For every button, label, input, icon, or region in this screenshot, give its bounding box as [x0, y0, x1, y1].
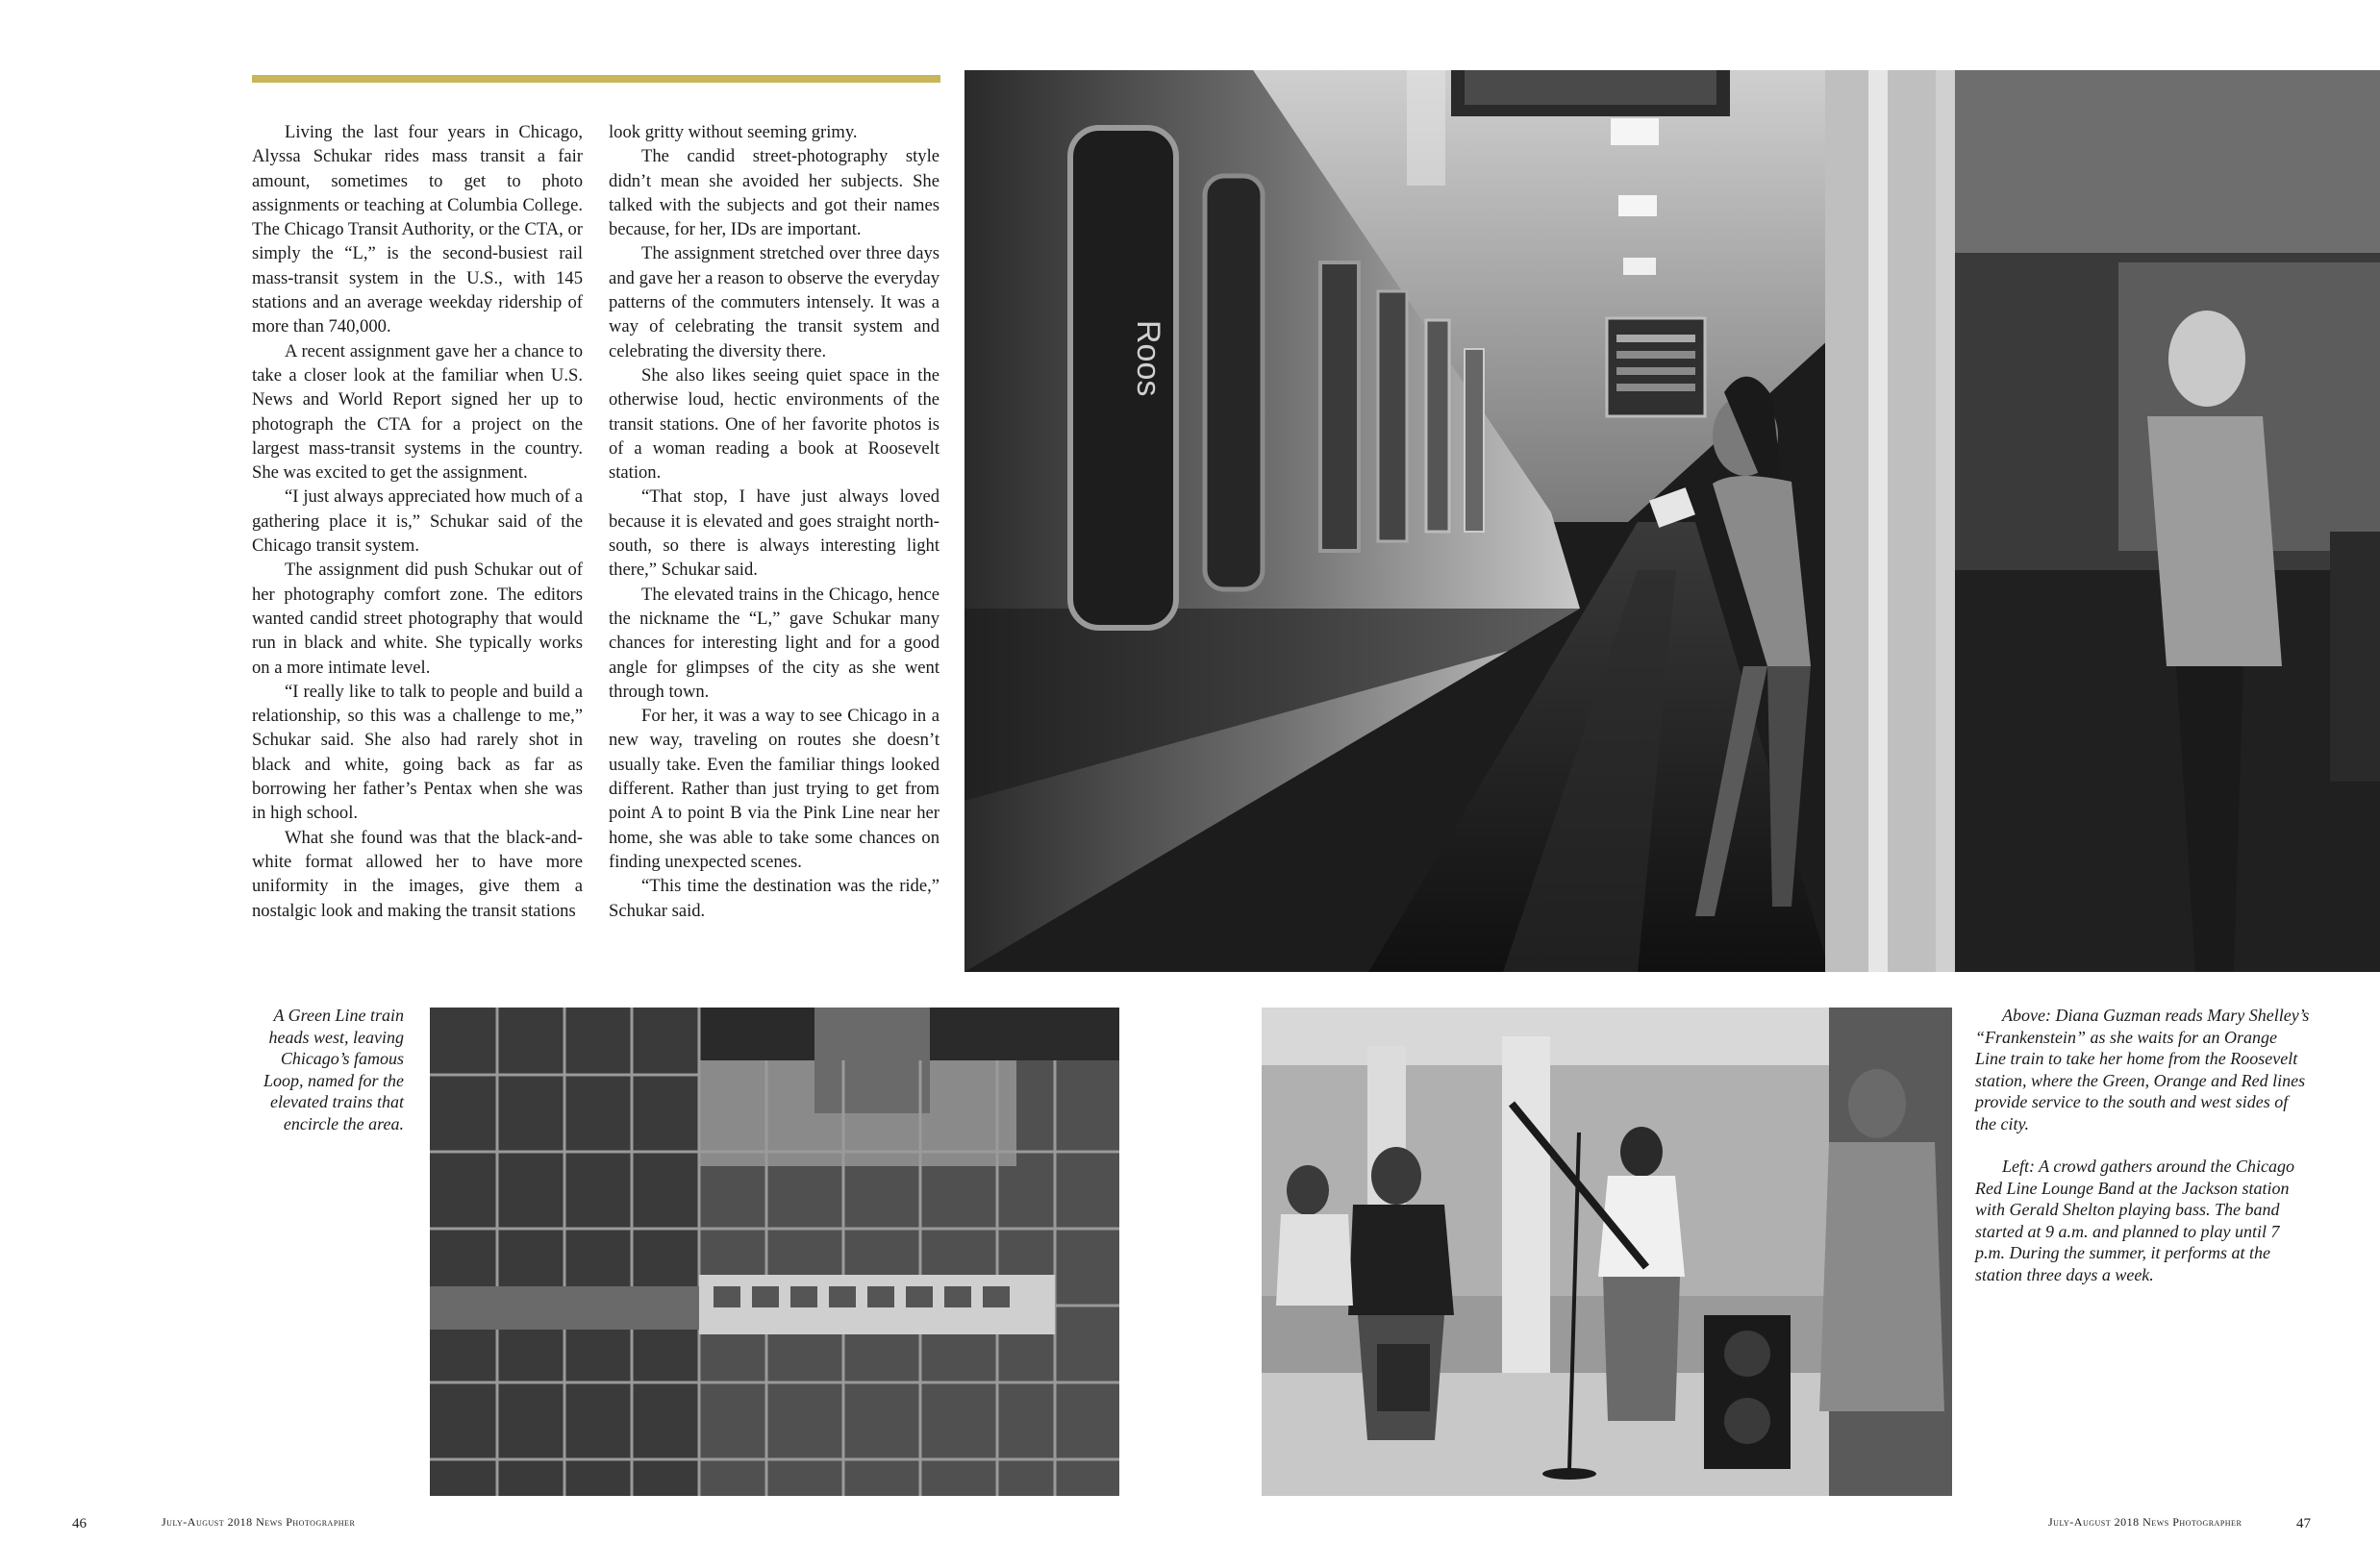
paragraph: The elevated trains in the Chicago, hence the nickname the “L,” gave Schukar many chances for interesting light and for a good angle for glimpses of the city as she went through town. — [609, 584, 939, 702]
red-line-band-photo — [1262, 1008, 1952, 1496]
paragraph: The candid street-photography style didn’t mean she avoided her subjects. She talked with the subjects and got their names because, for her, IDs are important. — [609, 146, 939, 240]
paragraph: Living the last four years in Chicago, Alyssa Schukar rides mass transit a fair amount, sometimes to get to photo assignments or teaching at Columbia College. The Chicago Transit Authority, or the CTA, or simply the “L,” is the second-busiest rail mass-transit system in the U.S., with 145 stations and an average weekday ridership of more than 740,000. — [252, 122, 583, 337]
paragraph-continued: look gritty without seeming grimy. — [609, 122, 858, 142]
loop-photo-caption: A Green Line train heads west, leaving Chicago’s famous Loop, named for the elevated trains that encircle the area. — [263, 1006, 404, 1133]
running-footer-left: July-August 2018 News Photographer — [162, 1515, 356, 1529]
running-footer-right: July-August 2018 News Photographer — [2048, 1515, 2242, 1529]
band-photo-illustration — [1262, 1008, 1952, 1496]
article-column-1 — [252, 120, 583, 923]
paragraph: For her, it was a way to see Chicago in a new way, traveling on routes she doesn’t usually take. Even the familiar things looked different. Rather than just trying to get from point A to point B via the Pink Line near her home, she was able to take some chances on finding unexpected scenes. — [609, 706, 939, 872]
loop-green-line-photo — [430, 1008, 1119, 1496]
paragraph: “I really like to talk to people and build a relationship, so this was a challenge to me,” Schukar said. She also had rarely shot in black and white, going back as far as borrowing her father’s Pentax when she was in high school. — [252, 681, 583, 824]
platform-photo-illustration — [965, 70, 2380, 972]
paragraph: “This time the destination was the ride,” Schukar said. — [609, 876, 939, 921]
page-number-left: 46 — [72, 1516, 87, 1531]
paragraph: “That stop, I have just always loved because it is elevated and goes straight north-south, so there is always interesting light there,” Schukar said. — [609, 486, 939, 581]
accent-rule — [252, 75, 940, 83]
paragraph: A recent assignment gave her a chance to take a closer look at the familiar when U.S. News and World Report signed her up to photograph the CTA for a project on the largest mass-transit systems in the country. She was excited to get the assignment. — [252, 340, 583, 484]
page-number-right: 47 — [2296, 1516, 2311, 1531]
caption-left: Left: A crowd gathers around the Chicago Red Line Lounge Band at the Jackson station with Gerald Shelton playing bass. The band started at 9 a.m. and planned to play until 7 p.m. During the summer, it performs at the station three days a week. — [1975, 1157, 2294, 1284]
article-column-2 — [609, 120, 939, 923]
caption-above: Above: Diana Guzman reads Mary Shelley’s “Frankenstein” as she waits for an Orange Line train to take her home from the Roosevelt station, where the Green, Orange and Red lines provide service to the south and west sides of the city. — [1975, 1006, 2310, 1133]
paragraph: The assignment stretched over three days and gave her a reason to observe the everyday patterns of the commuters intensely. It was a way of celebrating the transit system and celebrating the diversity there. — [609, 243, 939, 361]
train-destination-sign: Roos — [1130, 320, 1166, 397]
loop-photo-illustration — [430, 1008, 1119, 1496]
paragraph: “I just always appreciated how much of a gathering place it is,” Schukar said of the Chicago transit system. — [252, 486, 583, 557]
paragraph: What she found was that the black-and-white format allowed her to have more uniformity in the images, give them a nostalgic look and making the transit stations — [252, 827, 583, 921]
paragraph: She also likes seeing quiet space in the otherwise loud, hectic environments of the transit stations. One of her favorite photos is of a woman reading a book at Roosevelt station. — [609, 364, 939, 484]
photo-captions — [1975, 1005, 2312, 1307]
platform-reader-photo — [965, 70, 2380, 972]
paragraph: The assignment did push Schukar out of her photography comfort zone. The editors wanted candid street photography that would run in black and white. She typically works on a more intimate level. — [252, 560, 583, 678]
